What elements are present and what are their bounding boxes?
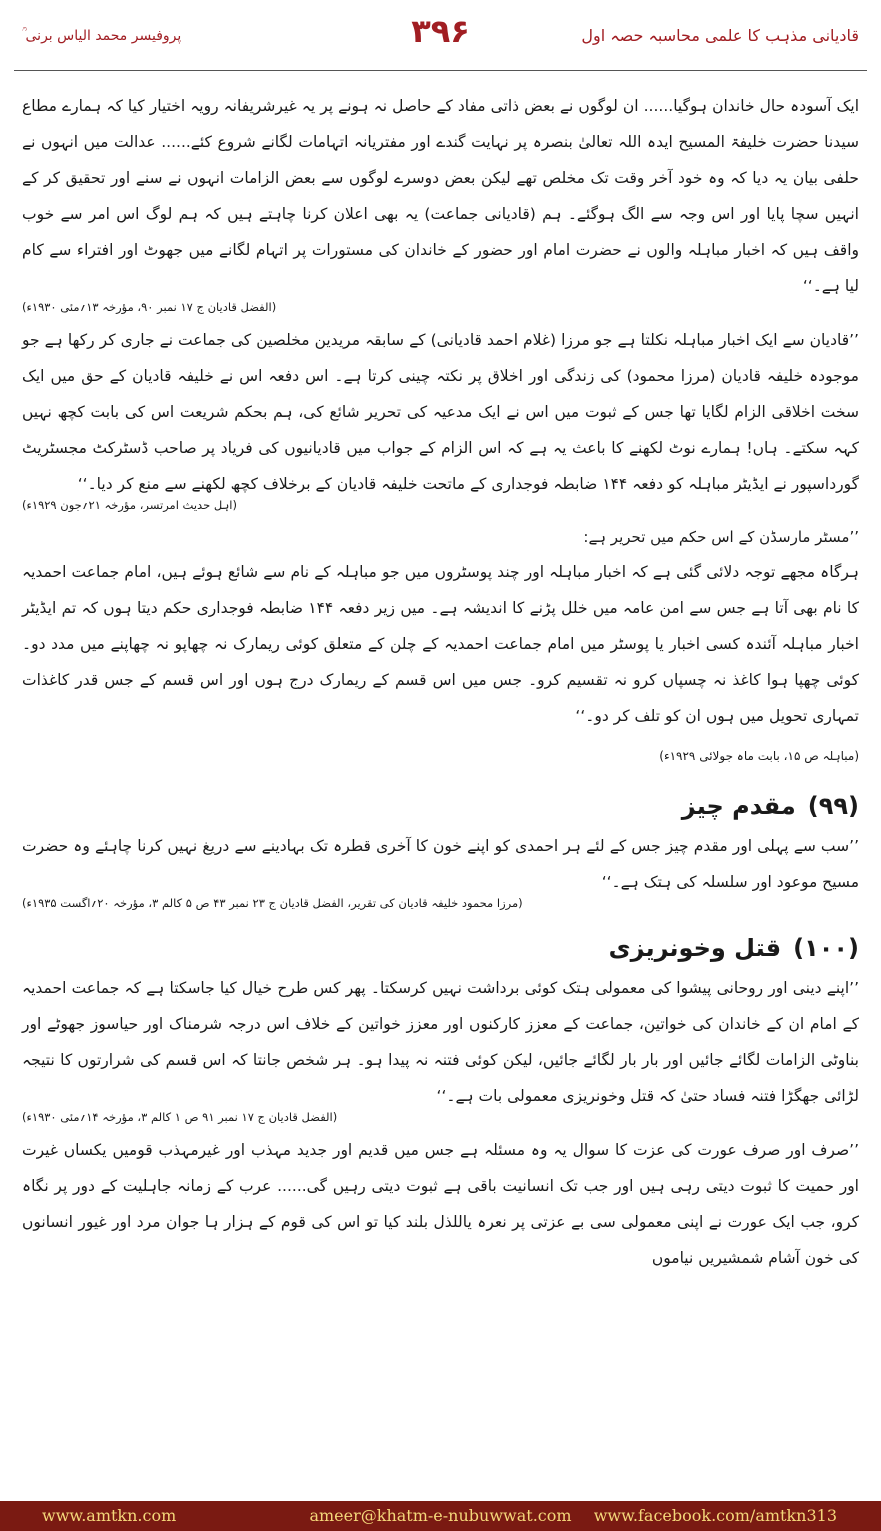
- paragraph-4: ’’سب سے پہلی اور مقدم چیز جس کے لئے ہر احمدی کو اپنے خون کا آخری قطرہ تک بہادینے سے دریغ نہیں کرنا چاہئے وہ حضرت مسیح موعود اور سلسلہ کی ہتک ہے۔‘‘: [22, 837, 859, 891]
- email-link[interactable]: ameer@khatm-e-nubuwwat.com: [309, 1506, 572, 1525]
- page-header: [0, 0, 881, 80]
- citation-2: (اہل حدیث امرتسر، مؤرخہ ۲۱؍جون ۱۹۲۹ء): [22, 498, 237, 512]
- section-heading-99: [22, 784, 859, 828]
- citation-5: (الفضل قادیان ج ۱۷ نمبر ۹۱ ص ۱ کالم ۳، مؤرخہ ۱۴؍مئی ۱۹۳۰ء): [22, 1110, 338, 1124]
- citation-1: (الفضل قادیان ج ۱۷ نمبر ۹۰، مؤرخہ ۱۳؍مئی ۱۹۳۰ء): [22, 300, 277, 314]
- paragraph-6: ’’صرف اور صرف عورت کی عزت کا سوال یہ وہ مسئلہ ہے جس میں قدیم اور جدید مہذب اور غیرمہذب قومیں یکساں غیرت اور حمیت کا ثبوت دیتی رہی ہیں اور جب تک انسانیت باقی ہے ثبوت دیتی رہیں گی...... عرب کے زمانہ جاہلیت کے دور پر نگاہ کرو، جب ایک عورت نے اپنی معمولی سی بے عزتی پر نعرہ یاللذل بلند کیا تو اس کی قوم کے ہزار ہا جوان مرد اور غیور انسانوں کی خون آشام شمشیریں نیاموں: [22, 1141, 859, 1267]
- section-heading-100: [22, 926, 859, 970]
- section-title-99: مقدم چیز: [681, 792, 796, 820]
- paragraph-5: ’’اپنے دینی اور روحانی پیشوا کی معمولی ہتک کوئی برداشت نہیں کرسکتا۔ پھر کس طرح خیال کیا جاسکتا ہے کہ جماعت احمدیہ کے امام ان کے خاندان کی خواتین، جماعت کے معزز کارکنوں اور معزز خواتین کے خلاف اس درجہ شرمناک اور حیاسوز جھوٹے اور بناوٹی الزامات لگائے جائیں اور بار بار لگائے جائیں، لیکن کوئی فتنہ نہ پیدا ہو۔ ہر شخص جانتا کہ اس قسم کی شرارتوں کا نتیجہ لڑائی جھگڑا فتنہ فساد حتیٰ کہ قتل وخونریزی معمولی بات ہے۔‘‘: [22, 979, 859, 1105]
- paragraph-2: ’’قادیان سے ایک اخبار مباہلہ نکلتا ہے جو مرزا (غلام احمد قادیانی) کے سابقہ مریدین مخلصین کی جماعت نے جاری کر رکھا ہے جو موجودہ خلیفہ قادیان (مرزا محمود) کی زندگی اور اخلاق پر نکتہ چینی کرتا ہے۔ اس دفعہ اس نے خلیفہ قادیان کے حق میں ایک سخت اخلاقی الزام لگایا تھا جس کے ثبوت میں اس نے ایک مدعیہ کی تحریر شائع کی، ہم بحکم شریعت اس کی بابت کچھ نہیں کہہ سکتے۔ ہاں! ہمارے نوٹ لکھنے کا باعث یہ ہے کہ اس الزام کے جواب میں قادیانیوں کی فریاد پر صاحب ڈسٹرکٹ مجسٹریٹ گورداسپور نے ایڈیٹر مباہلہ کو دفعہ ۱۴۴ ضابطہ فوجداری کے ماتحت خلیفہ قادیان کے برخلاف کچھ لکھنے سے منع کر دیا۔‘‘: [22, 331, 859, 493]
- page-body: [22, 88, 859, 1276]
- facebook-link[interactable]: www.facebook.com/amtkn313: [593, 1506, 837, 1525]
- page-footer: [0, 1501, 881, 1531]
- author-name: پروفیسر محمد الیاس برنی ؒ: [22, 28, 182, 44]
- page-number: ۳۹۶: [411, 12, 470, 50]
- citation-4: (مرزا محمود خلیفہ قادیان کی تقریر، الفضل قادیان ج ۲۳ نمبر ۴۳ ص ۵ کالم ۳، مؤرخہ ۲۰؍اگست ۱۹۳۵ء): [22, 896, 523, 910]
- book-title: قادیانی مذہب کا علمی محاسبہ حصہ اول: [581, 26, 859, 45]
- order-intro: ’’مسٹر مارسڈن کے اس حکم میں تحریر ہے:: [583, 528, 859, 546]
- website-link[interactable]: www.amtkn.com: [42, 1506, 177, 1525]
- header-divider: [14, 70, 867, 71]
- paragraph-3: ہرگاہ مجھے توجہ دلائی گئی ہے کہ اخبار مباہلہ اور چند پوسٹروں میں جو مباہلہ کے نام سے شائع ہوئے ہیں، امام جماعت احمدیہ کا نام بھی آتا ہے جس سے امن عامہ میں خلل پڑنے کا اندیشہ ہے۔ میں زیر دفعہ ۱۴۴ ضابطہ فوجداری حکم دیتا ہوں کہ تم ایڈیٹر اخبار مباہلہ آئندہ کسی اخبار یا پوسٹر میں امام جماعت احمدیہ کے چلن کے متعلق کوئی ریمارک نہ چھاپو نہ چھاپنے میں مدد دو۔ کوئی چھپا ہوا کاغذ نہ چسپاں کرو نہ تقسیم کرو۔ جس میں اس قسم کے ریمارک درج ہوں اور اس قسم کے جس قدر کاغذات تمہاری تحویل میں ہوں ان کو تلف کر دو۔‘‘: [22, 563, 859, 725]
- section-title-100: قتل وخونریزی: [608, 934, 782, 962]
- citation-3: (مباہلہ ص ۱۵، بابت ماہ جولائی ۱۹۲۹ء): [659, 749, 859, 763]
- paragraph-1: ایک آسودہ حال خاندان ہوگیا...... ان لوگوں نے بعض ذاتی مفاد کے حاصل نہ ہونے پر یہ غیرشریفانہ رویہ اختیار کیا کہ ہمارے مطاع سیدنا حضرت خلیفۃ المسیح ایدہ اللہ تعالیٰ بنصرہ پر نہایت گندے اور مفتریانہ اتہامات لگانے شروع کئے...... عدالت میں انہوں نے حلفی بیان یہ دیا کہ وہ خود آخر وقت تک مخلص تھے لیکن بعض دوسرے لوگوں سے بعض الزامات انہوں نے سنے اور تحقیق کر کے انہیں سچا پایا اور اس وجہ سے الگ ہوگئے۔ ہم (قادیانی جماعت) یہ بھی اعلان کرنا چاہتے ہیں کہ ہم لوگ اس امر سے خوب واقف ہیں کہ اخبار مباہلہ والوں نے حضرت امام اور حضور کے خاندان کی مستورات پر اتہام لگانے میں جھوٹ اور افتراء سے کام لیا ہے۔‘‘: [22, 97, 859, 295]
- section-number-99: (۹۹): [807, 792, 859, 820]
- section-number-100: (۱۰۰): [793, 934, 859, 962]
